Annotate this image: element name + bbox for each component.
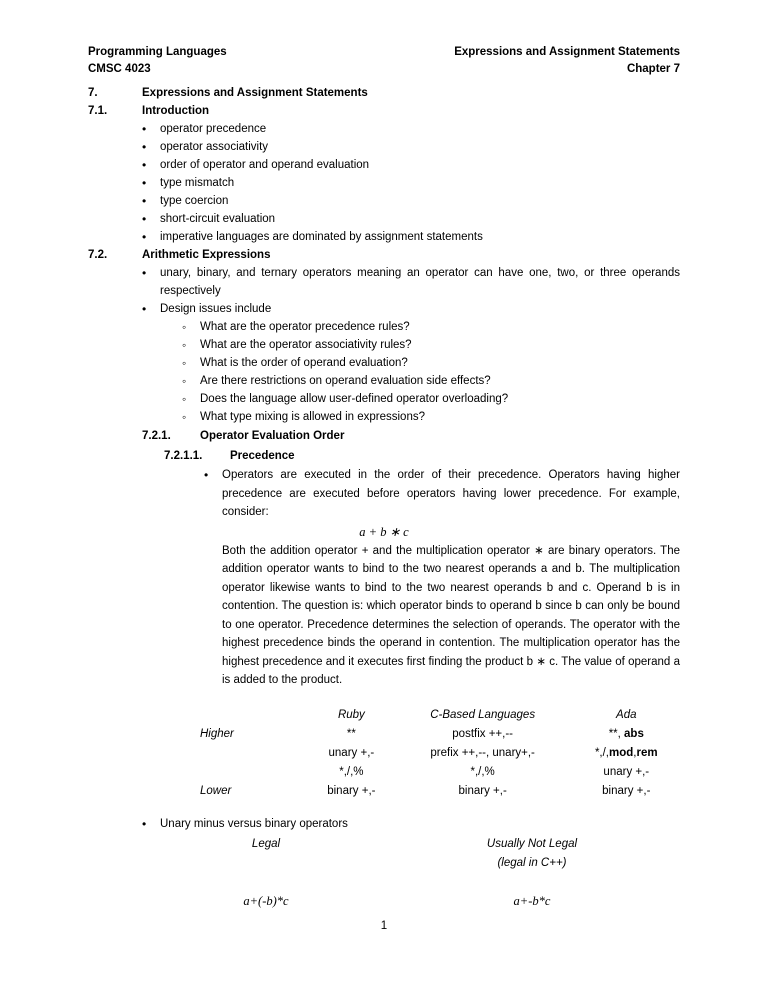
header-course-name: Programming Languages — [88, 46, 227, 58]
section-7-2-heading — [88, 246, 680, 264]
list-item: • operator associativity — [88, 138, 680, 156]
table-cell — [88, 763, 310, 782]
illegal-heading-line2: (legal in C++) — [497, 856, 567, 869]
section-7-2-1-title: Operator Evaluation Order — [200, 430, 345, 442]
illegal-example: a+-b*c — [513, 893, 551, 908]
unary-bullet-list — [88, 815, 680, 833]
section-7-number: 7. — [88, 87, 98, 99]
table-row — [88, 873, 680, 892]
list-item: • type mismatch — [88, 174, 680, 192]
section-7-2-1-1-number: 7.2.1.1. — [164, 450, 203, 462]
section-7-1-number: 7.1. — [88, 105, 108, 117]
list-item: ◦ What are the operator precedence rules? — [88, 318, 680, 336]
page-number: 1 — [380, 920, 388, 932]
column-header-ruby: Ruby — [337, 708, 365, 721]
table-cell: ** — [346, 727, 356, 740]
section-7-2-number: 7.2. — [88, 249, 108, 261]
header-chapter-number: Chapter 7 — [626, 63, 680, 75]
table-cell — [88, 854, 384, 873]
legal-heading: Legal — [251, 837, 281, 850]
list-item: • Operators are executed in the order of their precedence. Operators having higher precedence are executed before operators having lower precedence. For example, consider: — [88, 466, 680, 522]
table-cell: *,/,mod,rem — [594, 746, 658, 759]
list-item: • short-circuit evaluation — [88, 210, 680, 228]
row-label-lower: Lower — [200, 784, 232, 797]
list-item: • type coercion — [88, 192, 680, 210]
arithmetic-bullet-list — [88, 264, 680, 318]
section-7-2-1-1-title: Precedence — [230, 450, 295, 462]
table-cell: prefix ++,--, unary+,- — [430, 746, 535, 759]
list-item: ◦ What are the operator associativity rules? — [88, 336, 680, 354]
section-7-heading — [88, 84, 680, 102]
header-right — [454, 44, 680, 78]
list-item: ◦ Are there restrictions on operand evaluation side effects? — [88, 372, 680, 390]
table-row — [88, 782, 680, 801]
unary-section — [88, 815, 680, 911]
section-7-2-1-number: 7.2.1. — [142, 430, 171, 442]
header-chapter-title: Expressions and Assignment Statements — [454, 46, 680, 58]
section-7-1-heading — [88, 102, 680, 120]
section-7-2-1-1-heading — [88, 446, 680, 466]
table-row — [88, 744, 680, 763]
list-item: ◦ What is the order of operand evaluation? — [88, 354, 680, 372]
table-row — [88, 763, 680, 782]
table-cell: unary +,- — [603, 765, 650, 778]
table-cell: postfix ++,-- — [452, 727, 513, 740]
page-header — [88, 44, 680, 78]
table-cell — [384, 873, 680, 892]
table-row — [88, 854, 680, 873]
table-cell: **, abs — [608, 727, 644, 740]
table-cell — [88, 744, 310, 763]
header-left — [88, 44, 227, 78]
list-item: • imperative languages are dominated by assignment statements — [88, 228, 680, 246]
table-row — [88, 706, 680, 725]
section-7-1-title: Introduction — [142, 105, 210, 117]
table-row — [88, 835, 680, 854]
section-7-title: Expressions and Assignment Statements — [142, 87, 368, 99]
column-header-ada: Ada — [616, 708, 637, 721]
design-issues-list — [88, 318, 680, 426]
list-item: ◦ What type mixing is allowed in expressions? — [88, 408, 680, 426]
table-cell: binary +,- — [458, 784, 507, 797]
row-label-higher: Higher — [200, 727, 234, 740]
table-row — [88, 892, 680, 911]
legal-example: a+(-b)*c — [243, 893, 289, 908]
list-item: • Design issues include — [88, 300, 680, 318]
illegal-heading-line1: Usually Not Legal — [486, 837, 578, 850]
table-cell — [88, 873, 384, 892]
header-course-code: CMSC 4023 — [88, 63, 151, 75]
table-cell: binary +,- — [327, 784, 376, 797]
section-7-2-title: Arithmetic Expressions — [142, 249, 271, 261]
list-item: • operator precedence — [88, 120, 680, 138]
table-cell: *,/,% — [339, 765, 364, 778]
table-cell — [88, 706, 310, 725]
precedence-expression: a + b ∗ c — [359, 524, 409, 539]
precedence-bullet-list — [88, 466, 680, 522]
intro-bullet-list — [88, 120, 680, 246]
table-cell: unary +,- — [328, 746, 375, 759]
list-item: • unary, binary, and ternary operators meaning an operator can have one, two, or three operands respectively — [88, 264, 680, 300]
table-cell: *,/,% — [470, 765, 495, 778]
table-row — [88, 725, 680, 744]
unary-examples-table — [88, 835, 680, 911]
column-header-c-based: C-Based Languages — [430, 708, 536, 721]
section-7-2-1-heading — [88, 426, 680, 446]
precedence-table — [88, 706, 680, 801]
list-item: • Unary minus versus binary operators — [88, 815, 680, 833]
list-item: ◦ Does the language allow user-defined operator overloading? — [88, 390, 680, 408]
list-item: • order of operator and operand evaluation — [88, 156, 680, 174]
precedence-paragraph: Both the addition operator + and the multiplication operator ∗ are binary operators. The addition operator wants to bind to the two nearest operands a and b. The multiplication operator likewise wants to bind to the two nearest operands b and c. Operand b is in contention. The question is: which operator binds to operand b since b can only be bound to one operator. Precedence determines the selection of operands. The operator with the highest precedence binds the operand in contention. The multiplication operator has the highest precedence and it executes first finding the product b ∗ c. The value of operand a is added to the product. — [222, 544, 680, 686]
table-cell: binary +,- — [602, 784, 651, 797]
